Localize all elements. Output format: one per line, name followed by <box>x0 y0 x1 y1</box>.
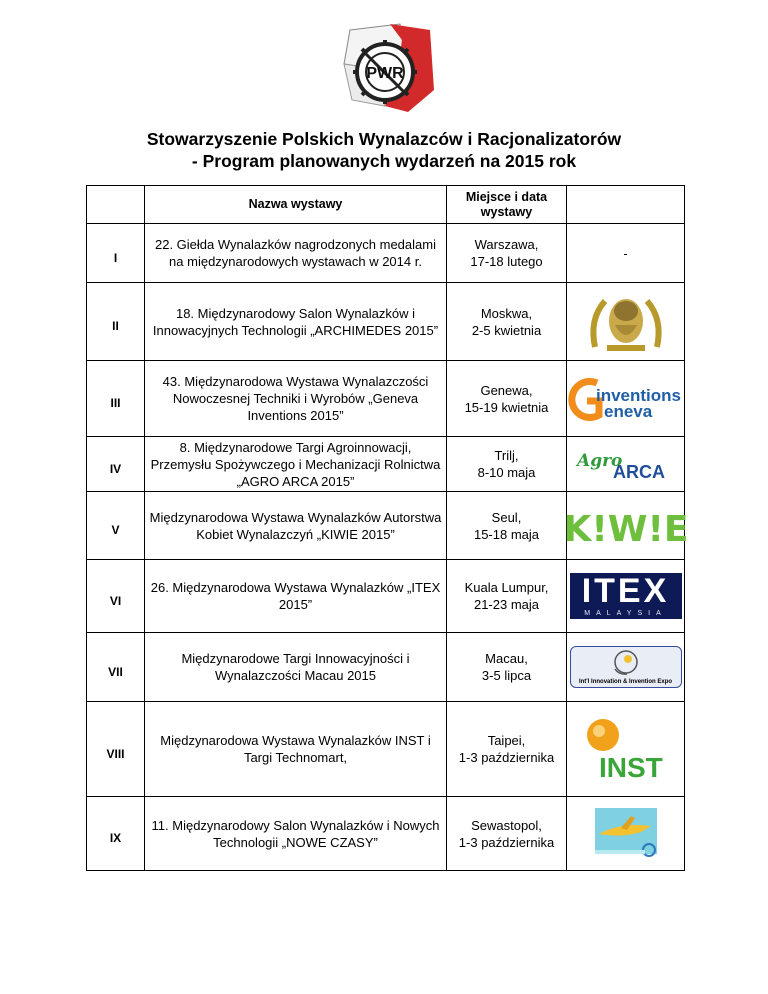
arca-text: ARCA <box>612 462 665 482</box>
pwr-logo <box>330 20 440 120</box>
row-name: 43. Międzynarodowa Wystawa Wynalazczości Nowoczesnej Techniki i Wyrobów „Geneva Inventions 2015” <box>145 361 447 437</box>
row-place: Genewa, 15-19 kwietnia <box>447 361 567 437</box>
row-number: VI <box>87 560 145 633</box>
row-name: Międzynarodowa Wystawa Wynalazków INST i Targi Technomart, <box>145 702 447 797</box>
page-title: Stowarzyszenie Polskich Wynalazców i Racjonalizatorów <box>146 129 622 149</box>
head-bulb-icon <box>571 647 681 677</box>
table-row <box>87 702 685 797</box>
page-subtitle: - Program planowanych wydarzeń na 2015 rok <box>191 151 577 171</box>
row-logo <box>567 702 685 797</box>
row-logo: - <box>567 224 685 283</box>
inst-logo <box>581 717 671 781</box>
row-logo <box>562 492 689 560</box>
itex-text: ITEX <box>581 572 670 610</box>
table-row <box>87 560 685 633</box>
events-table <box>86 185 689 871</box>
row-place: Taipei, 1-3 października <box>447 702 567 797</box>
table-row <box>87 224 685 283</box>
geneva-text-1: inventions <box>595 385 681 405</box>
row-logo <box>567 797 685 871</box>
row-name: 11. Międzynarodowy Salon Wynalazków i Nowych Technologii „NOWE CZASY” <box>145 797 447 871</box>
kiwie-text: K!W!E <box>562 508 689 550</box>
table-row <box>87 283 685 361</box>
row-number: III <box>87 361 145 437</box>
table-row <box>87 361 685 437</box>
row-logo <box>567 283 685 361</box>
table-row <box>87 797 685 871</box>
row-name: Międzynarodowa Wystawa Wynalazków Autorstwa Kobiet Wynalazczyń „KIWIE 2015” <box>145 492 447 560</box>
header-name: Nazwa wystawy <box>145 186 447 224</box>
itex-subtext: MALAYSIA <box>584 610 667 617</box>
table-row <box>87 633 685 702</box>
row-place: Macau, 3-5 lipca <box>447 633 567 702</box>
row-number: V <box>87 492 145 560</box>
row-logo <box>567 560 685 633</box>
row-place: Moskwa, 2-5 kwietnia <box>447 283 567 361</box>
row-place: Kuala Lumpur, 21-23 maja <box>447 560 567 633</box>
row-place: Sewastopol, 1-3 października <box>447 797 567 871</box>
row-number: I <box>87 224 145 283</box>
itex-logo <box>570 573 682 619</box>
header-place: Miejsce i data wystawy <box>447 186 567 224</box>
logo-text: PWR <box>366 65 404 82</box>
agro-arca-logo <box>573 446 679 482</box>
geneva-text-2: eneva <box>603 401 652 421</box>
table-header-row <box>87 186 685 224</box>
row-name: Międzynarodowe Targi Innowacyjności i Wynalazczości Macau 2015 <box>145 633 447 702</box>
nowe-czasy-logo <box>591 804 661 864</box>
row-name: 18. Międzynarodowy Salon Wynalazków i Innowacyjnych Technologii „ARCHIMEDES 2015” <box>145 283 447 361</box>
inst-text: INST <box>598 752 663 783</box>
macau-logo-text: Int'l Innovation & Invention Expo <box>578 679 673 685</box>
row-number: VIII <box>87 702 145 797</box>
row-number: IV <box>87 437 145 492</box>
macau-expo-logo <box>570 646 682 688</box>
row-place: Warszawa, 17-18 lutego <box>447 224 567 283</box>
header-logo <box>567 186 685 224</box>
row-number: II <box>87 283 145 361</box>
row-name: 22. Giełda Wynalazków nagrodzonych medalami na międzynarodowych wystawach w 2014 r. <box>145 224 447 283</box>
row-logo <box>567 437 685 492</box>
row-logo <box>567 361 685 437</box>
row-logo <box>567 633 685 702</box>
geneva-inventions-logo <box>569 377 683 421</box>
row-place: Seul, 15-18 maja <box>447 492 567 560</box>
archimedes-logo <box>587 289 665 355</box>
table-row <box>87 492 685 560</box>
row-number: VII <box>87 633 145 702</box>
row-name: 26. Międzynarodowa Wystawa Wynalazków „ITEX 2015” <box>145 560 447 633</box>
kiwie-logo <box>562 503 689 550</box>
row-place: Trilj, 8-10 maja <box>447 437 567 492</box>
row-name: 8. Międzynarodowe Targi Agroinnowacji, Przemysłu Spożywczego i Mechanizacji Rolnictwa „AGRO ARCA 2015” <box>145 437 447 492</box>
agro-text: Agro <box>576 451 622 471</box>
row-number: IX <box>87 797 145 871</box>
table-row <box>87 437 685 492</box>
header-empty <box>87 186 145 224</box>
